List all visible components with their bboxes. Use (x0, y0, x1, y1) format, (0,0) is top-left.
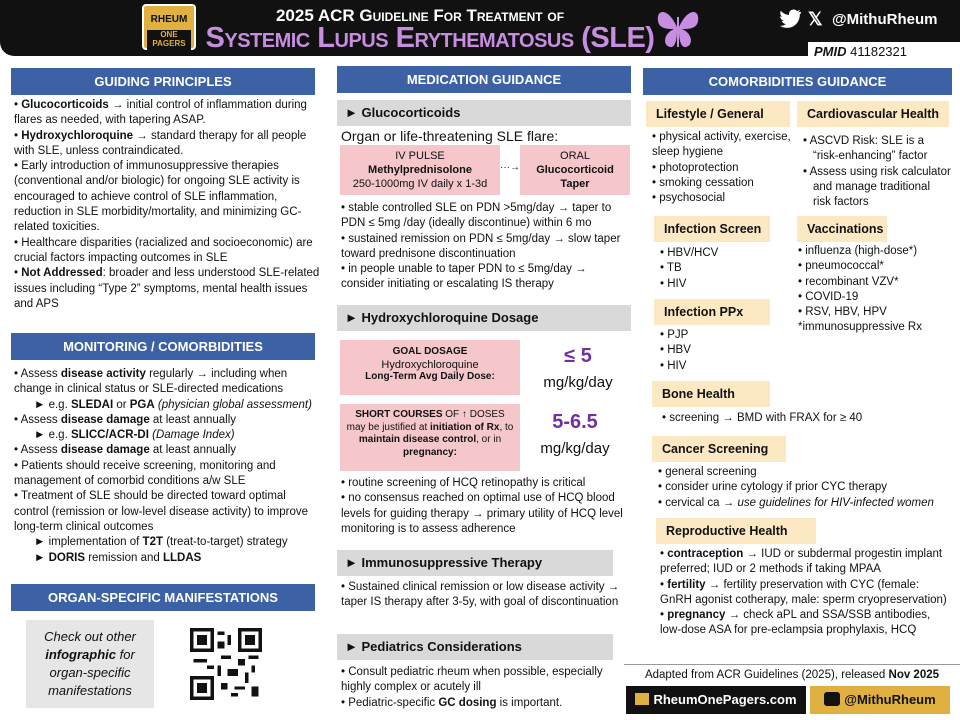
footer-handle-text[interactable]: @MithuRheum (844, 692, 936, 707)
footer-site-link[interactable] (626, 686, 806, 714)
ppx-item: • HIV (660, 359, 687, 372)
infection-ppx-subheader: Infection PPx (654, 299, 770, 325)
monitoring-subitem: ► implementation of T2T (treat-to-target) strategy (34, 536, 288, 549)
vaccinations-list (798, 244, 954, 336)
vaccination-item: • RSV, HBV, HPV (798, 306, 887, 319)
infection-screen-subheader: Infection Screen (654, 216, 770, 242)
cancer-item: • consider urine cytology if prior CYC therapy (658, 481, 888, 494)
header-handle (780, 9, 937, 29)
short-courses-box: SHORT COURSES OF ↑ DOSES may be justified at initiation of Rx, to maintain disease control, or in pregnancy: (340, 404, 520, 471)
title-line-1: 2025 ACR Guideline For Treatment of (275, 6, 565, 25)
iv-pulse-box (340, 145, 500, 195)
gc-bullets (341, 201, 633, 293)
reproductive-item: • pregnancy → check aPL and SSA/SSB antibodies, low-dose ASA for pre-eclampsia prophylaxis, HCQ (660, 609, 931, 637)
butterfly-icon (654, 5, 702, 51)
header-handle-text[interactable]: @MithuRheum (832, 10, 938, 28)
reproductive-health-list (660, 547, 952, 639)
monitoring-item: • Treatment of SLE should be directed toward optimal control (remission or low-level disease activity) to improve long-term clinical outcomes (14, 490, 308, 533)
organ-specific-header: ORGAN-SPECIFIC MANIFESTATIONS (11, 584, 315, 611)
organ-specific-note: Check out other infographic for organ-specific manifestations (26, 620, 154, 708)
gc-bullet: • sustained remission on PDN ≤ 5mg/day → slow taper toward prednisone discontinuation (341, 232, 621, 260)
cardio-item: • ASCVD Risk: SLE is a “risk-enhancing” factor (803, 135, 928, 163)
cancer-item: • general screening (658, 466, 757, 478)
footer-handle-link[interactable] (810, 686, 950, 714)
monitoring-list (14, 367, 322, 566)
hcq-bullet: • routine screening of HCQ retinopathy is critical (341, 477, 586, 489)
goal-dose-value: ≤ 5 (564, 345, 592, 367)
guiding-item: • Early introduction of immunosuppressive therapies (conventional and/or biologic) for ongoing SLE activity is encouraged to achieve control of SLE inflammation, reduction in SLE morbidity/mortality, and minimizing GC-related toxicities. (14, 160, 302, 234)
gc-bullet: • in people unable to taper PDN to ≤ 5mg/day → consider initiating or escalating IS therapy (341, 263, 587, 291)
hcq-bullet: • no consensus reached on optimal use of HCQ blood levels for guiding therapy → primary utility of HCQ level monitoring is to assess adherence (341, 492, 623, 535)
lifestyle-item: • smoking cessation (652, 176, 754, 189)
goal-label: GOAL DOSAGE (392, 346, 468, 357)
vaccination-item: • COVID-19 (798, 290, 859, 303)
cancer-screening-subheader: Cancer Screening (652, 436, 786, 462)
reproductive-item: • contraception → IUD or subdermal progestin implant preferred; IUD or 2 methods if taking MPAA (660, 548, 943, 576)
logo-text-top: RHEUM (150, 14, 188, 25)
logo-mini-icon (635, 693, 649, 705)
ppx-item: • HBV (660, 344, 691, 357)
cancer-item: • cervical ca → use guidelines for HIV-infected women (658, 496, 934, 509)
arrow-icon: ···→ (500, 162, 520, 173)
iv-dose: 250-1000mg IV daily x 1-3d (352, 178, 488, 190)
ppx-item: • PJP (660, 329, 689, 341)
guiding-principles-list (14, 98, 322, 312)
immunosuppressive-subheader: ► Immunosuppressive Therapy (337, 550, 613, 576)
monitoring-item: • Patients should receive screening, monitoring and management of comorbid conditions a/w SLE (14, 459, 276, 488)
infection-screen-list (660, 246, 770, 292)
pediatrics-bullets (341, 665, 621, 711)
vaccination-item: • pneumococcal* (798, 260, 884, 273)
ped-bullet: • Consult pediatric rheum when possible, especially highly complex or acutely ill (341, 666, 603, 694)
oral-drug: Glucocorticoid (536, 164, 614, 176)
twitter-bird-icon (780, 9, 804, 29)
pmid (808, 42, 960, 62)
pediatrics-subheader: ► Pediatrics Considerations (337, 634, 613, 660)
lifestyle-item: • photoprotection (652, 161, 739, 174)
short-course-dose-unit: mg/kg/day (540, 440, 610, 457)
bone-health-item: • screening → BMD with FRAX for ≥ 40 (662, 412, 863, 424)
lifestyle-item: • physical activity, exercise, sleep hygiene (652, 131, 791, 159)
cardiovascular-list (803, 134, 951, 210)
reproductive-item: • fertility → fertility preservation with CYC (female: GnRH agonist cotherapy, male: sperm cryopreservation) (660, 578, 947, 606)
guiding-principles-header: GUIDING PRINCIPLES (11, 68, 315, 95)
ped-bullet: • Pediatric-specific GC dosing is important. (341, 696, 563, 709)
vaccination-footnote: *immunosuppressive Rx (798, 321, 922, 334)
iv-drug: Methylprednisolone (368, 164, 472, 176)
glucocorticoids-subheader: ► Glucocorticoids (337, 100, 631, 126)
iv-pulse-label: IV PULSE (395, 150, 445, 162)
monitoring-subitem: ► e.g. SLEDAI or PGA (physician global assessment) (34, 398, 312, 411)
guiding-item: • Healthcare disparities (racialized and socioeconomic) are crucial factors impacting outcomes in SLE (14, 236, 313, 264)
x-logo-icon: 𝕏 (808, 9, 823, 29)
gc-intro: Organ or life-threatening SLE flare: (341, 128, 559, 144)
comorbidities-header: COMORBIDITIES GUIDANCE (643, 68, 952, 95)
monitoring-item: • Assess disease damage at least annually (14, 413, 237, 426)
twitter-bird-icon (824, 692, 840, 706)
adapted-from-note: Adapted from ACR Guidelines (2025), released Nov 2025 (624, 664, 960, 684)
bone-health-subheader: Bone Health (652, 381, 770, 407)
goal-dose-unit: mg/kg/day (543, 374, 613, 391)
site-text[interactable]: RheumOnePagers.com (653, 692, 797, 707)
infection-item: • HBV/HCV (660, 247, 719, 259)
guiding-item: • Hydroxychloroquine → standard therapy for all people with SLE, unless contraindicated. (14, 129, 307, 157)
logo-text-bottom: ONE PAGERS (147, 30, 191, 50)
goal-drug: Hydroxychloroquine (381, 358, 479, 371)
hcq-bullets (341, 476, 633, 537)
oral-taper-box (520, 145, 630, 195)
vaccinations-subheader: Vaccinations (797, 216, 887, 242)
infection-ppx-list (660, 328, 770, 374)
infection-item: • HIV (660, 277, 687, 290)
hcq-dosage-subheader: ► Hydroxychloroquine Dosage (337, 305, 631, 331)
cancer-screening-list (658, 465, 958, 511)
oral-label: ORAL (560, 150, 590, 162)
vaccination-item: • recombinant VZV* (798, 275, 899, 288)
monitoring-subitem: ► e.g. SLICC/ACR-DI (Damage Index) (34, 429, 235, 442)
lifestyle-subheader: Lifestyle / General (646, 101, 790, 127)
pmid-value: 41182321 (850, 44, 907, 59)
lifestyle-item: • psychosocial (652, 192, 726, 205)
medication-guidance-header: MEDICATION GUIDANCE (337, 66, 631, 93)
goal-dose-label: Long-Term Avg Daily Dose: (365, 371, 495, 382)
cardio-item: • Assess using risk calculator and manage traditional risk factors (803, 165, 951, 209)
monitoring-subitem: ► DORIS remission and LLDAS (34, 551, 202, 564)
reproductive-health-subheader: Reproductive Health (656, 518, 816, 544)
guiding-item: • Not Addressed: broader and less understood SLE-related issues including “Type 2” symptoms, mental health issues and APS (14, 267, 320, 310)
is-bullet: • Sustained clinical remission or low disease activity → taper IS therapy after 3-5y, with goal of discontinuation (341, 581, 620, 609)
gc-bullet: • stable controlled SLE on PDN >5mg/day → taper to PDN ≤ 5mg /day (ideally discontinue) within 6 mo (341, 202, 612, 230)
infection-item: • TB (660, 262, 682, 275)
guiding-item: • Glucocorticoids → initial control of inflammation during flares as needed, with tapering ASAP. (14, 99, 307, 127)
title-line-2: Systemic Lupus Erythematosus (SLE) (205, 22, 655, 54)
monitoring-header: MONITORING / COMORBIDITIES (11, 333, 315, 360)
goal-dosage-box (340, 340, 520, 395)
cardiovascular-subheader: Cardiovascular Health (797, 101, 949, 127)
monitoring-item: • Assess disease activity regularly → including when change in clinical status or SLE-directed medications (14, 368, 288, 396)
short-course-dose-value: 5-6.5 (552, 411, 598, 433)
pmid-label: PMID (814, 44, 847, 59)
logo (142, 4, 196, 50)
oral-taper: Taper (560, 178, 590, 190)
qr-code-icon[interactable] (190, 628, 262, 700)
monitoring-item: • Assess disease damage at least annually (14, 444, 237, 457)
lifestyle-list (652, 130, 792, 206)
vaccination-item: • influenza (high-dose*) (798, 245, 918, 257)
